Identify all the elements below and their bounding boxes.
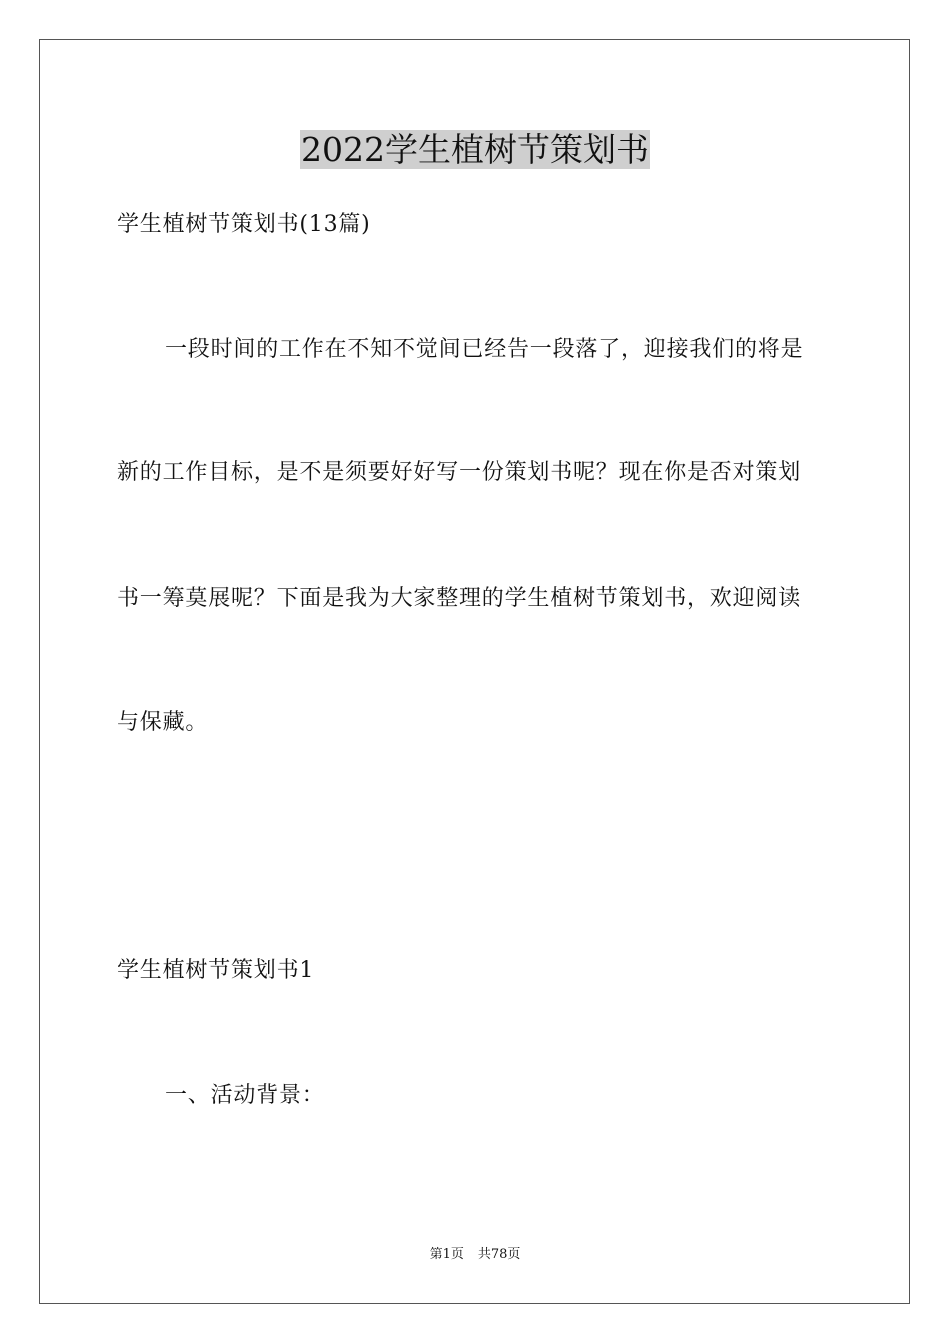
page-footer: [0, 1246, 950, 1264]
intro-line-2: 新的工作目标，是不是须要好好写一份策划书呢？现在你是否对策划: [117, 460, 802, 485]
page-total: 共78页: [477, 1247, 521, 1262]
document-subtitle: 学生植树节策划书(13篇): [117, 212, 371, 237]
document-title: [0, 128, 950, 172]
document-title-text: 2022学生植树节策划书: [301, 130, 649, 169]
subsection-heading: 一、活动背景：: [165, 1083, 325, 1108]
intro-line-4: 与保藏。: [117, 710, 209, 735]
intro-line-3: 书一筹莫展呢？下面是我为大家整理的学生植树节策划书，欢迎阅读: [117, 586, 802, 611]
section-heading: 学生植树节策划书1: [117, 958, 315, 983]
intro-line-1: 一段时间的工作在不知不觉间已经告一段落了，迎接我们的将是: [165, 337, 804, 362]
page-number: 第1页: [429, 1247, 464, 1262]
